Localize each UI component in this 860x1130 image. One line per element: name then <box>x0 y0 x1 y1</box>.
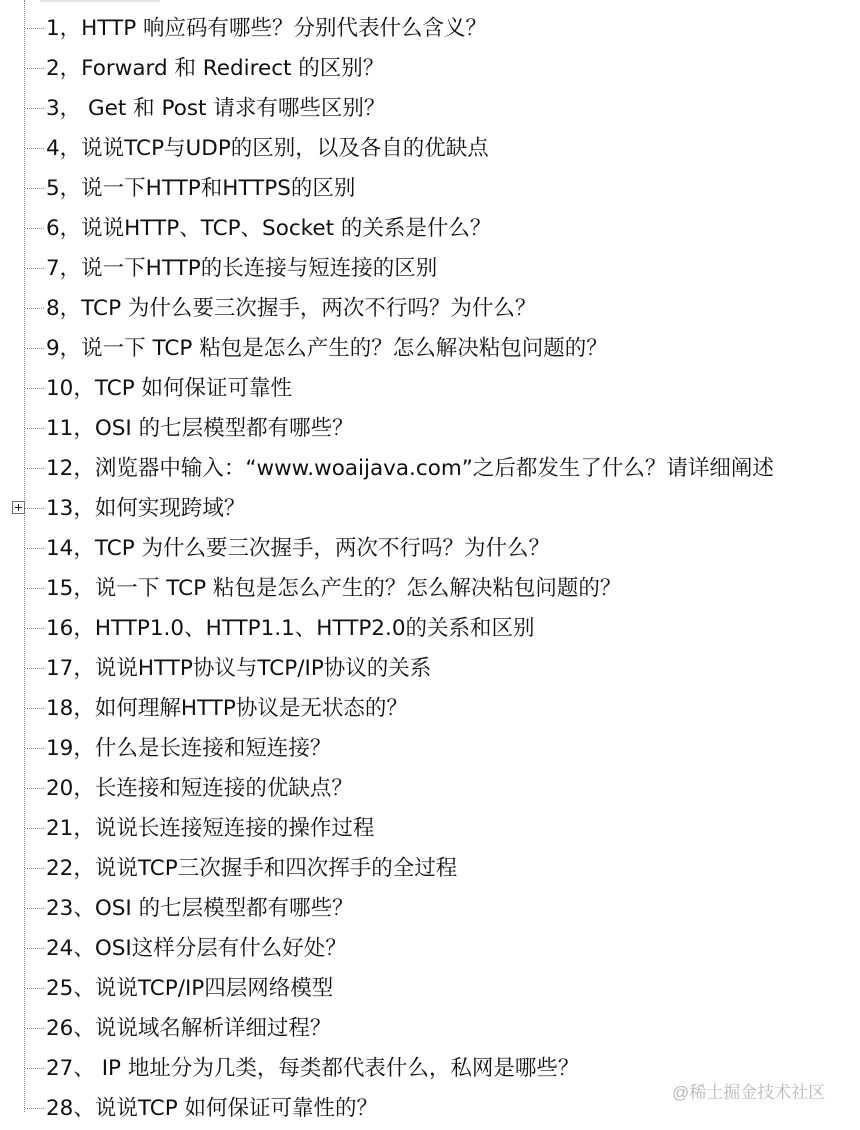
tree-item-label: 5，说一下HTTP和HTTPS的区别 <box>46 176 356 201</box>
tree-item[interactable] <box>0 568 860 608</box>
tree-connector <box>25 988 44 989</box>
tree-item[interactable] <box>0 968 860 1008</box>
tree-item-label: 19，什么是长连接和短连接？ <box>46 736 332 761</box>
tree-item[interactable] <box>0 128 860 168</box>
tree-item-label: 23、OSI 的七层模型都有哪些？ <box>46 896 354 921</box>
tree-item[interactable] <box>0 328 860 368</box>
tree-item-label: 4，说说TCP与UDP的区别，以及各自的优缺点 <box>46 136 489 161</box>
watermark: @稀土掘金技术社区 <box>672 1083 826 1102</box>
tree-connector <box>25 28 44 29</box>
tree-connector <box>25 348 44 349</box>
tree-connector <box>25 1068 44 1069</box>
tree-item-label: 7，说一下HTTP的长连接与短连接的区别 <box>46 256 438 281</box>
tree-item[interactable] <box>0 168 860 208</box>
tree-item-label: 9，说一下 TCP 粘包是怎么产生的？怎么解决粘包问题的？ <box>46 336 608 361</box>
previous-item-stub <box>40 0 160 2</box>
tree-item[interactable] <box>0 248 860 288</box>
tree-item[interactable] <box>0 408 860 448</box>
tree-item-label: 24、OSI这样分层有什么好处？ <box>46 936 347 961</box>
tree-item[interactable] <box>0 528 860 568</box>
tree-item[interactable] <box>0 608 860 648</box>
tree-connector <box>25 708 44 709</box>
tree-item-label: 25、说说TCP/IP四层网络模型 <box>46 976 334 1001</box>
tree-connector <box>25 308 44 309</box>
tree-item-label: 17，说说HTTP协议与TCP/IP协议的关系 <box>46 656 432 681</box>
tree-connector <box>25 1028 44 1029</box>
tree-connector <box>25 148 44 149</box>
tree-connector <box>25 108 44 109</box>
tree-item-label: 6，说说HTTP、TCP、Socket 的关系是什么？ <box>46 216 492 241</box>
tree-item[interactable] <box>0 88 860 128</box>
tree-item-label: 14，TCP 为什么要三次握手，两次不行吗？为什么？ <box>46 536 551 561</box>
tree-connector <box>25 228 44 229</box>
tree-item-label: 8，TCP 为什么要三次握手，两次不行吗？为什么？ <box>46 296 537 321</box>
tree-connector <box>25 508 44 509</box>
tree-connector <box>25 668 44 669</box>
tree-connector <box>25 948 44 949</box>
tree-item-label: 21，说说长连接短连接的操作过程 <box>46 816 375 841</box>
tree-item[interactable] <box>0 368 860 408</box>
tree-connector <box>25 428 44 429</box>
tree-connector <box>25 68 44 69</box>
expand-icon[interactable] <box>12 501 25 514</box>
tree-item-label: 18，如何理解HTTP协议是无状态的？ <box>46 696 408 721</box>
tree-connector <box>25 188 44 189</box>
tree-item[interactable] <box>0 808 860 848</box>
tree-connector <box>25 468 44 469</box>
tree-connector <box>25 748 44 749</box>
tree-item[interactable] <box>0 288 860 328</box>
tree-item-label: 2，Forward 和 Redirect 的区别？ <box>46 56 385 81</box>
tree-item[interactable] <box>0 688 860 728</box>
tree-connector <box>25 908 44 909</box>
tree-item-label: 16，HTTP1.0、HTTP1.1、HTTP2.0的关系和区别 <box>46 616 535 641</box>
tree-item-label: 1，HTTP 响应码有哪些？分别代表什么含义？ <box>46 16 488 41</box>
tree-item-label: 13，如何实现跨域？ <box>46 496 246 521</box>
tree-item[interactable] <box>0 648 860 688</box>
tree-item-label: 10，TCP 如何保证可靠性 <box>46 376 293 401</box>
tree-item[interactable] <box>0 888 860 928</box>
tree-item-label: 12，浏览器中输入：“www.woaijava.com”之后都发生了什么？请详细阐述 <box>46 456 774 481</box>
tree-item-label: 3， Get 和 Post 请求有哪些区别？ <box>46 96 386 121</box>
tree-item-label: 28、说说TCP 如何保证可靠性的？ <box>46 1096 379 1121</box>
tree-item[interactable] <box>0 48 860 88</box>
tree-connector <box>25 548 44 549</box>
tree-item-label: 26、说说域名解析详细过程？ <box>46 1016 332 1041</box>
tree-connector <box>25 268 44 269</box>
tree-item[interactable] <box>0 488 860 528</box>
tree-connector <box>25 1108 44 1109</box>
tree-connector <box>25 788 44 789</box>
tree-item-label: 11，OSI 的七层模型都有哪些？ <box>46 416 354 441</box>
tree-item-label: 15，说一下 TCP 粘包是怎么产生的？怎么解决粘包问题的？ <box>46 576 622 601</box>
tree-item[interactable] <box>0 448 860 488</box>
tree-connector <box>25 628 44 629</box>
tree-item[interactable] <box>0 208 860 248</box>
tree-connector <box>25 828 44 829</box>
tree-connector <box>25 388 44 389</box>
tree-item[interactable] <box>0 8 860 48</box>
tree-item[interactable] <box>0 768 860 808</box>
tree-item[interactable] <box>0 1008 860 1048</box>
tree-item-label: 27、 IP 地址分为几类，每类都代表什么，私网是哪些？ <box>46 1056 580 1081</box>
tree-item[interactable] <box>0 848 860 888</box>
tree-connector <box>25 588 44 589</box>
tree-item-label: 22，说说TCP三次握手和四次挥手的全过程 <box>46 856 458 881</box>
tree-item[interactable] <box>0 928 860 968</box>
tree-connector <box>25 868 44 869</box>
tree-item-label: 20，长连接和短连接的优缺点？ <box>46 776 353 801</box>
tree-item[interactable] <box>0 728 860 768</box>
